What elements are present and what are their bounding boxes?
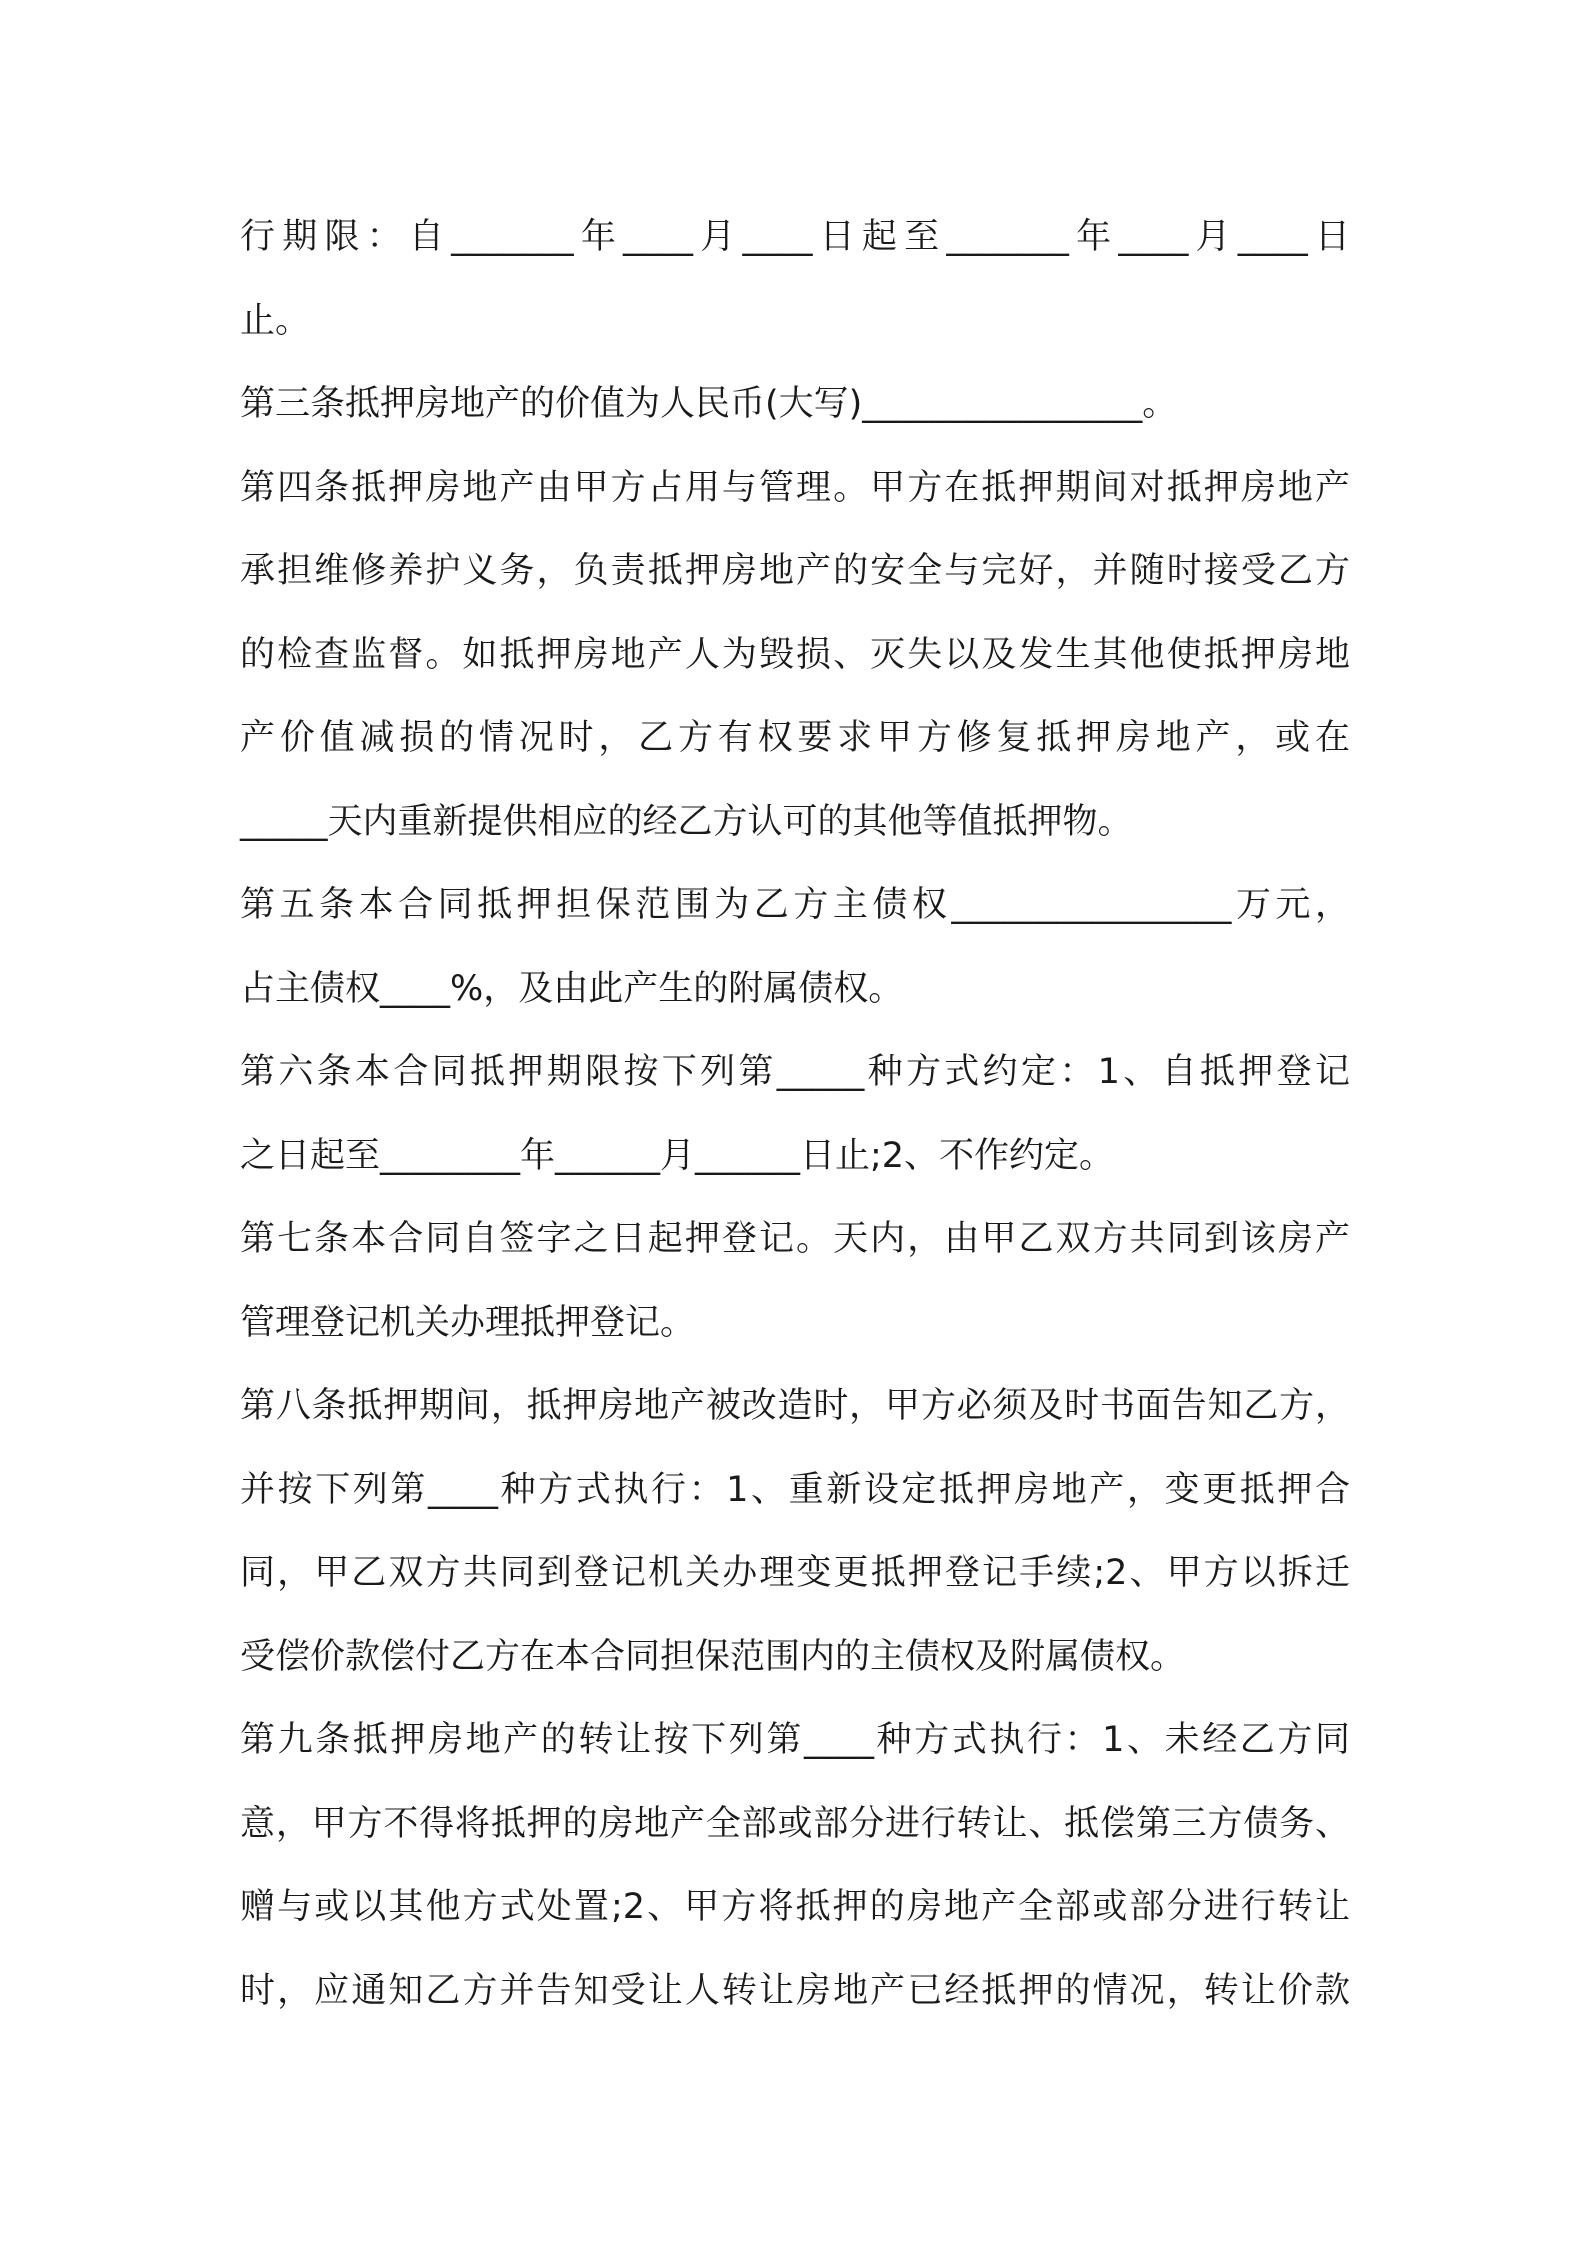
text-line-19: 第九条抵押房地产的转让按下列第____种方式执行：1、未经乙方同 (240, 1720, 1350, 1760)
text-line-4: 第四条抵押房地产由甲方占用与管理。甲方在抵押期间对抵押房地产 (240, 467, 1350, 508)
text-line-10: 占主债权____%，及由此产生的附属债权。 (240, 968, 904, 1009)
text-line-2: 止。 (240, 300, 311, 341)
text-line-15: 第八条抵押期间，抵押房地产被改造时，甲方必须及时书面告知乙方， (240, 1386, 1350, 1426)
text-line-12: 之日起至________年______月______日止;2、不作约定。 (240, 1135, 1115, 1176)
contract-page (240, 196, 1350, 2033)
text-line-17: 同，甲乙双方共同到登记机关办理变更抵押登记手续;2、甲方以拆迁 (240, 1553, 1350, 1593)
text-line-14: 管理登记机关办理抵押登记。 (240, 1302, 696, 1343)
text-line-16: 并按下列第____种方式执行：1、重新设定抵押房地产，变更抵押合 (240, 1469, 1350, 1510)
text-line-8: _____天内重新提供相应的经乙方认可的其他等值抵押物。 (240, 801, 1133, 842)
text-line-20: 意，甲方不得将抵押的房地产全部或部分进行转让、抵偿第三方债务、 (240, 1803, 1350, 1844)
text-line-5: 承担维修养护义务，负责抵押房地产的安全与完好，并随时接受乙方 (240, 551, 1350, 591)
text-line-9: 第五条本合同抵押担保范围为乙方主债权________________万元， (240, 885, 1350, 925)
text-line-13: 第七条本合同自签字之日起押登记。天内，由甲乙双方共同到该房产 (240, 1219, 1350, 1259)
text-line-18: 受偿价款偿付乙方在本合同担保范围内的主债权及附属债权。 (240, 1636, 1186, 1677)
text-line-3: 第三条抵押房地产的价值为人民币(大写)________________。 (240, 384, 1178, 424)
text-line-6: 的检查监督。如抵押房地产人为毁损、灭失以及发生其他使抵押房地 (240, 634, 1350, 675)
text-line-7: 产价值减损的情况时，乙方有权要求甲方修复抵押房地产，或在 (240, 718, 1350, 758)
text-line-21: 赠与或以其他方式处置;2、甲方将抵押的房地产全部或部分进行转让 (240, 1887, 1350, 1927)
text-line-1: 行期限：自_______年____月____日起至_______年____月____日 (240, 217, 1350, 257)
text-line-11: 第六条本合同抵押期限按下列第_____种方式约定：1、自抵押登记 (240, 1052, 1350, 1092)
text-line-22: 时，应通知乙方并告知受让人转让房地产已经抵押的情况，转让价款 (240, 1970, 1350, 2011)
